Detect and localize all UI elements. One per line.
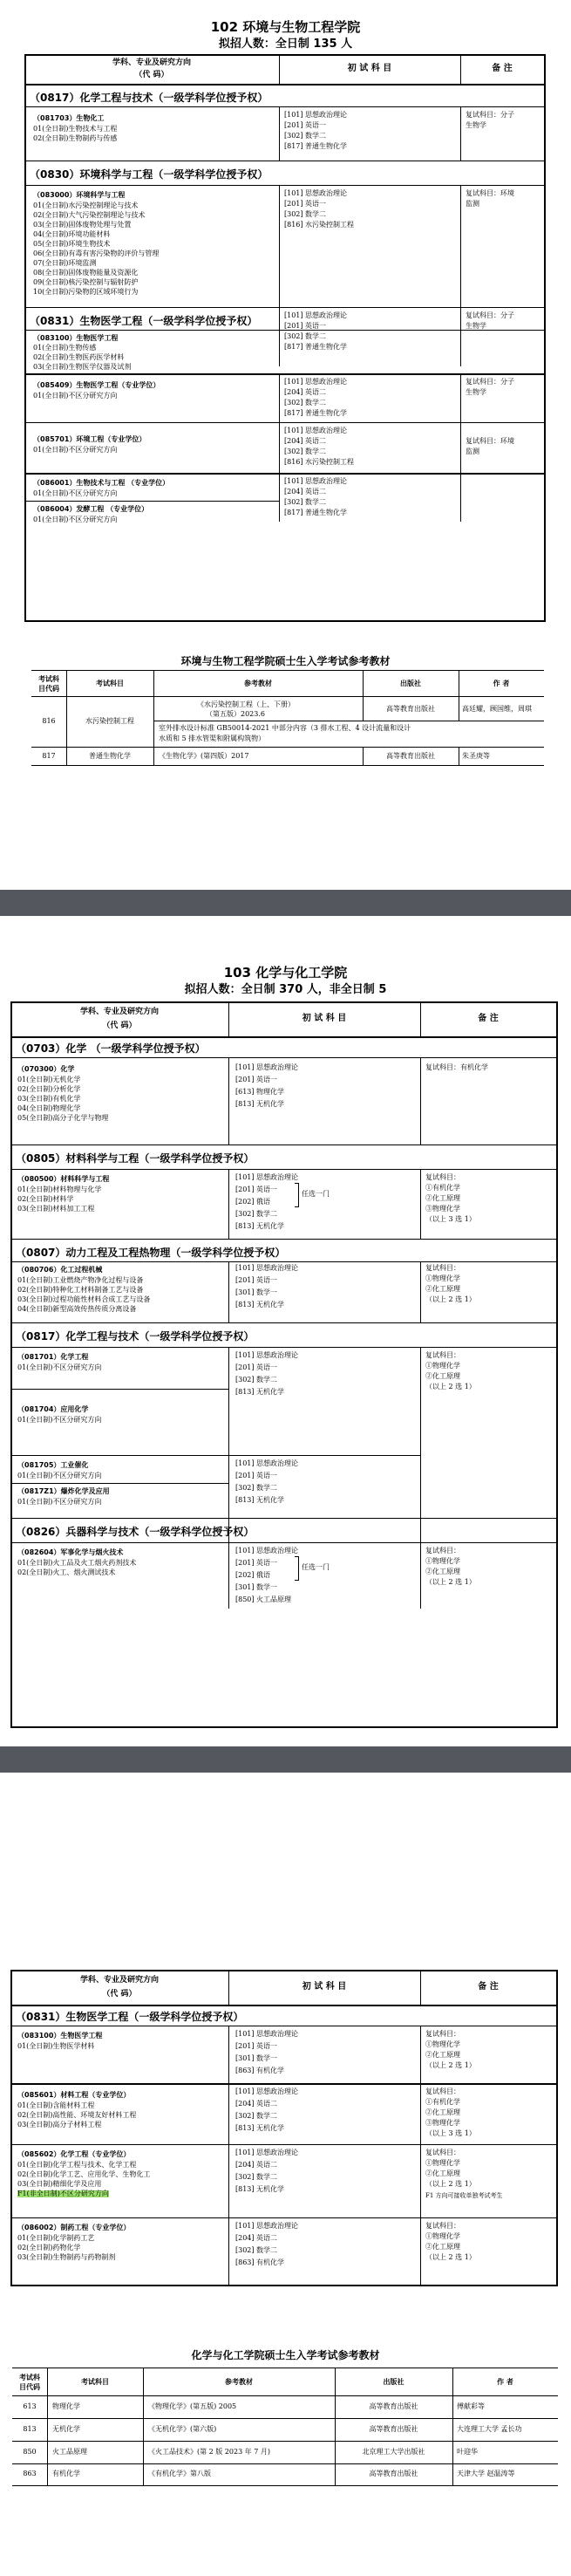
direction: 01(全日制)化学工程与技术、化学工程 xyxy=(17,2161,137,2169)
ref-code: 813 xyxy=(23,2425,37,2433)
remark: 复试科目： xyxy=(425,1351,460,1359)
remark: （以上 3 选 1） xyxy=(425,2129,476,2137)
exam-subject: [302] 数学二 xyxy=(284,210,327,218)
major-name: （085409）生物医学工程（专业学位） xyxy=(33,381,160,389)
exam-subject: [101] 思想政治理论 xyxy=(235,2149,299,2156)
ref-subject: 普通生物化学 xyxy=(89,752,131,760)
direction: 01(全日制)材料物理与化学 xyxy=(17,1186,102,1193)
remark: ②化工原理 xyxy=(425,1285,460,1293)
ref-book: 《水污染控制工程（上、下册） xyxy=(197,700,295,708)
major-name: （085701）环境工程（专业学位） xyxy=(33,435,146,443)
section-title: （0831）生物医学工程（一级学科学位授予权） xyxy=(30,315,258,327)
major-name: （086001）生物技术与工程 （专业学位） xyxy=(33,479,170,487)
ref-author: 大连理工大学 孟长功 xyxy=(457,2425,522,2433)
remark: 复试科目： xyxy=(425,1547,460,1554)
direction: 01(全日制)不区分研究方向 xyxy=(17,1363,102,1371)
remark: 生物学 xyxy=(466,121,486,129)
exam-subject: [101] 思想政治理论 xyxy=(235,1173,299,1181)
either-bracket xyxy=(295,1183,299,1207)
exam-subject: [813] 无机化学 xyxy=(235,1388,285,1396)
remark: 复试科目：分子 xyxy=(466,111,514,119)
header-col2: 初 试 科 目 xyxy=(302,1014,347,1023)
exam-subject: [850] 火工品原理 xyxy=(235,1595,292,1603)
exam-subject: [302] 数学二 xyxy=(284,448,327,455)
remark: ③物理化学 xyxy=(425,1205,460,1213)
direction: 01(全日制)不区分研究方向 xyxy=(33,489,118,497)
exam-subject: [101] 思想政治理论 xyxy=(235,2222,299,2230)
direction: 01(全日制)生物技术与工程 xyxy=(33,125,118,133)
exam-subject: [302] 数学二 xyxy=(235,2112,278,2120)
exam-subject: [101] 思想政治理论 xyxy=(284,427,348,434)
enrollment-count: 拟招人数：全日制 370 人，非全日制 5 xyxy=(184,983,387,996)
direction: 09(全日制)核污染控制与辐射防护 xyxy=(33,278,139,286)
ref-subject: 物理化学 xyxy=(52,2402,80,2410)
direction: 02(全日制)药物化学 xyxy=(17,2244,81,2251)
exam-subject: [201] 英语一 xyxy=(235,1276,278,1284)
direction: 03(全日制)有机化学 xyxy=(17,1095,81,1103)
direction: 03(全日制)材料加工工程 xyxy=(17,1205,95,1213)
either-note: 任选一门 xyxy=(302,1190,330,1198)
exam-subject: [204] 英语二 xyxy=(284,488,327,495)
direction: 04(全日制)新型高效传热传质分离设备 xyxy=(17,1305,137,1313)
direction: 01(全日制)不区分研究方向 xyxy=(33,516,118,523)
remark: 复试科目：环境 xyxy=(466,189,514,197)
ref-head-book: 参考教材 xyxy=(244,680,272,687)
exam-subject: [201] 英语一 xyxy=(284,322,327,330)
exam-subject: [101] 思想政治理论 xyxy=(284,477,348,485)
direction: 01(全日制)工业燃烧产物净化过程与设备 xyxy=(17,1276,144,1284)
direction: 02(全日制)生物制药与传感 xyxy=(33,134,118,142)
major-name: （082604）军事化学与烟火技术 xyxy=(17,1548,124,1556)
major-name: （083100）生物医学工程 xyxy=(33,334,119,342)
direction: 01(全日制)含能材料工程 xyxy=(17,2101,95,2109)
exam-subject: [813] 无机化学 xyxy=(235,1222,285,1230)
exam-subject: [817] 普通生物化学 xyxy=(284,343,348,351)
major-name: （086004）发酵工程 （专业学位） xyxy=(33,505,149,513)
ref-head-subject: 考试科目 xyxy=(96,680,124,687)
remark: 复试科目： xyxy=(425,2222,460,2230)
exam-subject: [813] 无机化学 xyxy=(235,1496,285,1504)
exam-subject: [101] 思想政治理论 xyxy=(235,1063,299,1071)
page-gap xyxy=(0,1746,571,1773)
remark: ①物理化学 xyxy=(425,1557,460,1565)
remark: （以上 2 选 1） xyxy=(425,1578,476,1586)
major-name: （0817Z1）爆炸化学及应用 xyxy=(17,1487,110,1495)
ref-head-code2: 目代码 xyxy=(38,685,59,693)
reference-table xyxy=(12,2368,558,2486)
header-col1: 学科、专业及研究方向 xyxy=(79,1008,159,1016)
remark: ②化工原理 xyxy=(425,1372,460,1380)
program-table xyxy=(10,1970,558,2286)
exam-subject: [204] 英语二 xyxy=(284,437,327,445)
direction: 03(全日制)固体废物处理与处置 xyxy=(33,221,132,229)
direction: 01(全日制)水污染控制理论与技术 xyxy=(33,202,139,209)
ref-author: 叶迎华 xyxy=(457,2448,478,2456)
ref-head-book: 参考教材 xyxy=(225,2378,253,2386)
direction: 03(全日制)过程功能性材料合成工艺与设备 xyxy=(17,1295,151,1303)
direction: 01(全日制)不区分研究方向 xyxy=(17,1472,102,1479)
ref-publisher: 高等教育出版社 xyxy=(369,2470,418,2477)
exam-subject: [817] 普通生物化学 xyxy=(284,509,348,516)
exam-subject: [101] 思想政治理论 xyxy=(284,111,348,119)
ref-head-code: 考试科 xyxy=(38,675,59,683)
remark: （以上 2 选 1） xyxy=(425,2180,476,2188)
exam-subject: [613] 物理化学 xyxy=(235,1088,285,1096)
major-name: （086002）制药工程（专业学位） xyxy=(17,2224,131,2231)
remark: 复试科目： xyxy=(425,1173,460,1181)
ref-head-code: 考试科 xyxy=(19,2374,40,2381)
ref-head-author: 作 者 xyxy=(493,680,510,687)
remark: 监测 xyxy=(466,200,479,208)
section-title: （0817）化学工程与技术（一级学科学位授予权） xyxy=(30,92,269,104)
remark: ②化工原理 xyxy=(425,2243,460,2251)
exam-subject: [302] 数学二 xyxy=(235,2246,278,2254)
direction: 02(全日制)化学工艺、应用化学、生物化工 xyxy=(17,2170,151,2178)
exam-subject: [302] 数学二 xyxy=(284,498,327,506)
page-title: 103 化学与化工学院 xyxy=(223,965,348,981)
exam-subject: [202] 俄语 xyxy=(235,1198,271,1206)
exam-subject: [813] 无机化学 xyxy=(235,2185,285,2193)
exam-subject: [301] 数学一 xyxy=(235,2054,278,2062)
exam-subject: [817] 普通生物化学 xyxy=(284,409,348,417)
exam-subject: [201] 英语一 xyxy=(235,2042,278,2050)
exam-subject: [101] 思想政治理论 xyxy=(284,311,348,319)
direction-highlighted: F1(非全日制)不区分研究方向 xyxy=(17,2190,109,2197)
either-note: 任选一门 xyxy=(302,1563,330,1571)
ref-book: 《有机化学》第八版 xyxy=(148,2470,211,2477)
exam-subject: [863] 有机化学 xyxy=(235,2067,285,2074)
direction: 01(全日制)生物传感 xyxy=(33,344,97,352)
exam-subject: [201] 英语一 xyxy=(284,121,327,129)
remark: ②化工原理 xyxy=(425,1568,460,1575)
program-table xyxy=(24,54,546,621)
reference-title: 环境与生物工程学院硕士生入学考试参考教材 xyxy=(180,655,391,667)
major-name: （081703）生物化工 xyxy=(33,114,105,122)
remark: ①物理化学 xyxy=(425,2159,460,2167)
major-name: （081705）工业催化 xyxy=(17,1461,89,1469)
remark: 生物学 xyxy=(466,388,486,396)
direction: 01(全日制)化学制药工艺 xyxy=(17,2234,95,2242)
enrollment-count: 拟招人数：全日制 135 人 xyxy=(218,38,353,51)
exam-subject: [813] 无机化学 xyxy=(235,1301,285,1308)
direction: 03(全日制)生物制药与药物制剂 xyxy=(17,2253,116,2261)
direction: 02(全日制)材料学 xyxy=(17,1195,74,1203)
ref-subject: 有机化学 xyxy=(52,2470,80,2477)
section-title: （0817）化学工程与技术（一级学科学位授予权） xyxy=(16,1330,255,1343)
exam-subject: [204] 英语二 xyxy=(235,2100,278,2108)
ref-subject: 水污染控制工程 xyxy=(85,717,134,725)
header-col3: 备 注 xyxy=(478,1014,499,1023)
exam-subject: [813] 无机化学 xyxy=(235,1100,285,1108)
exam-subject: [201] 英语一 xyxy=(235,1559,278,1567)
ref-book: 水质和 5 排水管渠和附属构筑物） xyxy=(159,735,266,742)
header-col1: 学科、专业及研究方向 xyxy=(79,1976,159,1985)
major-name: （080706）化工过程机械 xyxy=(17,1266,103,1274)
section-title: （0831）生物医学工程（一级学科学位授予权） xyxy=(16,2011,244,2023)
ref-code: 816 xyxy=(42,717,56,725)
direction: 02(全日制)高性能、环境友好材料工程 xyxy=(17,2111,137,2119)
direction: 10(全日制)污染物的区域环境行为 xyxy=(33,288,139,296)
exam-subject: [302] 数学二 xyxy=(235,1484,278,1492)
page-2 xyxy=(0,916,571,1746)
exam-subject: [302] 数学二 xyxy=(235,1210,278,1218)
remark: ②化工原理 xyxy=(425,2108,460,2116)
ref-publisher: 高等教育出版社 xyxy=(386,705,435,713)
exam-subject: [816] 水污染控制工程 xyxy=(284,221,355,229)
ref-book: 《物理化学》(第五版) 2005 xyxy=(148,2402,237,2410)
remark: ①物理化学 xyxy=(425,1362,460,1370)
direction: 08(全日制)固体废物能量及资源化 xyxy=(33,269,139,277)
remark: ①物理化学 xyxy=(425,1274,460,1282)
major-name: （085601）材料工程（专业学位） xyxy=(17,2091,131,2099)
exam-subject: [201] 英语一 xyxy=(235,1076,278,1083)
remark: 复试科目：环境 xyxy=(466,437,514,445)
exam-subject: [301] 数学一 xyxy=(235,1288,278,1296)
exam-subject: [101] 思想政治理论 xyxy=(235,1459,299,1467)
remark: ①物理化学 xyxy=(425,2040,460,2048)
ref-code: 850 xyxy=(23,2448,37,2456)
direction: 02(全日制)分析化学 xyxy=(17,1085,81,1093)
direction: 02(全日制)大气污染控制理论与技术 xyxy=(33,211,146,219)
ref-head-code2: 目代码 xyxy=(19,2383,40,2391)
section-title: （0826）兵器科学与技术（一级学科学位授予权） xyxy=(16,1526,255,1538)
remark: ②化工原理 xyxy=(425,1194,460,1202)
ref-book: 《无机化学》(第六版) xyxy=(148,2425,217,2433)
header-col3: 备 注 xyxy=(478,1982,499,1992)
remark: 生物学 xyxy=(466,322,486,330)
header-col1: 学科、专业及研究方向 xyxy=(112,58,191,67)
header-col2: 初 试 科 目 xyxy=(302,1982,347,1992)
direction: 03(全日制)生物医学仪器及试剂 xyxy=(33,363,132,371)
ref-head-publisher: 出版社 xyxy=(400,680,421,687)
either-bracket xyxy=(295,1556,299,1581)
exam-subject: [204] 英语二 xyxy=(284,388,327,396)
header-col1-code: （代 码） xyxy=(102,1990,137,1999)
direction: 03(全日制)精细化学及应用 xyxy=(17,2180,102,2188)
reference-table xyxy=(31,670,544,766)
exam-subject: [302] 数学二 xyxy=(284,132,327,140)
section-title: （0703）化学 （一级学科学位授予权） xyxy=(16,1042,206,1055)
exam-subject: [204] 英语二 xyxy=(235,2161,278,2169)
exam-subject: [202] 俄语 xyxy=(235,1571,271,1579)
header-col1-code: （代 码） xyxy=(134,71,169,79)
header-col3: 备 注 xyxy=(492,64,513,73)
direction: 01(全日制)不区分研究方向 xyxy=(17,1416,102,1424)
direction: 06(全日制)有毒有害污染物的评价与管理 xyxy=(33,249,160,257)
exam-subject: [101] 思想政治理论 xyxy=(235,2087,299,2095)
direction: 04(全日制)物理化学 xyxy=(17,1104,81,1112)
remark: F1 方向可接收单独考试考生 xyxy=(425,2192,503,2199)
remark: 复试科目： xyxy=(425,2030,460,2038)
remark: ③物理化学 xyxy=(425,2119,460,2127)
remark: 复试科目：分子 xyxy=(466,311,514,319)
direction: 01(全日制)火工品及火工烟火药剂技术 xyxy=(17,1559,137,1567)
section-title: （0830）环境科学与工程（一级学科学位授予权） xyxy=(30,168,269,181)
page-title: 102 环境与生物工程学院 xyxy=(210,19,361,35)
exam-subject: [101] 思想政治理论 xyxy=(284,189,348,197)
remark: 监测 xyxy=(466,448,479,455)
direction: 01(全日制)生物医学材料 xyxy=(17,2042,95,2050)
ref-code: 863 xyxy=(23,2470,37,2477)
exam-subject: [302] 数学二 xyxy=(284,332,327,340)
exam-subject: [101] 思想政治理论 xyxy=(235,2030,299,2038)
remark: （以上 2 选 1） xyxy=(425,2061,476,2069)
exam-subject: [813] 无机化学 xyxy=(235,2124,285,2132)
section-title: （0807）动力工程及工程热物理（一级学科学位授予权） xyxy=(16,1247,286,1259)
ref-author: 朱圣庚等 xyxy=(462,752,490,760)
page-3 xyxy=(0,1773,571,2576)
major-name: （081701）化学工程 xyxy=(17,1353,89,1361)
direction: 02(全日制)火工、烟火测试技术 xyxy=(17,1568,116,1576)
remark: ①有机化学 xyxy=(425,1184,460,1192)
reference-title: 化学与化工学院硕士生入学考试参考教材 xyxy=(191,2349,380,2361)
ref-code: 817 xyxy=(42,752,56,760)
direction: 03(全日制)高分子材料工程 xyxy=(17,2121,102,2128)
direction: 05(全日制)高分子化学与物理 xyxy=(17,1114,109,1122)
ref-book: （第五版）2023.6 xyxy=(206,710,265,718)
ref-code: 613 xyxy=(23,2402,37,2410)
direction: 07(全日制)环境监测 xyxy=(33,259,97,267)
remark: ①物理化学 xyxy=(425,2232,460,2240)
exam-subject: [101] 思想政治理论 xyxy=(235,1547,299,1554)
direction: 01(全日制)无机化学 xyxy=(17,1076,81,1083)
exam-subject: [101] 思想政治理论 xyxy=(235,1264,299,1272)
remark: （以上 3 选 1） xyxy=(425,1215,476,1223)
ref-author: 高廷耀，顾国维，周琪 xyxy=(462,705,532,713)
ref-book: 《生物化学》(第四版）2017 xyxy=(159,752,249,760)
remark: ②化工原理 xyxy=(425,2169,460,2177)
remark: 复试科目： xyxy=(425,2087,460,2095)
ref-book: 《火工品技术》(第 2 版 2023 年 7 月) xyxy=(148,2448,271,2456)
ref-subject: 火工品原理 xyxy=(52,2448,87,2456)
exam-subject: [101] 思想政治理论 xyxy=(235,1351,299,1359)
ref-publisher: 高等教育出版社 xyxy=(369,2425,418,2433)
ref-publisher: 高等教育出版社 xyxy=(386,752,435,760)
header-col1-code: （代 码） xyxy=(102,1022,137,1030)
exam-subject: [201] 英语一 xyxy=(284,200,327,208)
exam-subject: [204] 英语二 xyxy=(235,2234,278,2242)
program-table xyxy=(10,1001,558,1727)
ref-head-publisher: 出版社 xyxy=(383,2378,404,2386)
major-name: （085602）化学工程（专业学位） xyxy=(17,2150,131,2158)
page-1 xyxy=(0,0,571,890)
exam-subject: [816] 水污染控制工程 xyxy=(284,458,355,466)
exam-subject: [302] 数学二 xyxy=(235,2173,278,2181)
ref-head-author: 作 者 xyxy=(497,2378,513,2386)
remark: ②化工原理 xyxy=(425,2051,460,2059)
ref-subject: 无机化学 xyxy=(52,2425,80,2433)
exam-subject: [863] 有机化学 xyxy=(235,2258,285,2266)
ref-head-subject: 考试科目 xyxy=(81,2378,109,2386)
major-name: （083000）环境科学与工程 xyxy=(33,191,126,199)
direction: 01(全日制)不区分研究方向 xyxy=(33,392,118,400)
remark: 复试科目：有机化学 xyxy=(425,1063,488,1071)
direction: 04(全日制)环境功能材料 xyxy=(33,230,111,238)
section-title: （0805）材料科学与工程（一级学科学位授予权） xyxy=(16,1152,255,1165)
exam-subject: [201] 英语一 xyxy=(235,1472,278,1479)
major-name: （080500）材料科学与工程 xyxy=(17,1175,110,1183)
header-col2: 初 试 科 目 xyxy=(347,64,392,73)
remark: 复试科目：分子 xyxy=(466,378,514,386)
major-name: （070300）化学 xyxy=(17,1065,75,1073)
exam-subject: [302] 数学二 xyxy=(235,1376,278,1384)
ref-book: 室外排水设计标准 GB50014-2021 中部分内容（3 排水工程、4 设计流量和设计 xyxy=(159,724,411,732)
ref-publisher: 北京理工大学出版社 xyxy=(362,2448,425,2456)
major-name: （081704）应用化学 xyxy=(17,1405,89,1413)
exam-subject: [817] 普通生物化学 xyxy=(284,142,348,150)
ref-author: 天津大学 赵温涛等 xyxy=(457,2470,515,2477)
remark: （以上 2 选 1） xyxy=(425,1383,476,1390)
major-name: （083100）生物医学工程 xyxy=(17,2032,103,2040)
ref-publisher: 高等教育出版社 xyxy=(369,2402,418,2410)
exam-subject: [302] 数学二 xyxy=(284,399,327,407)
page-gap xyxy=(0,890,571,916)
remark: （以上 2 选 1） xyxy=(425,2253,476,2261)
direction: 02(全日制)特种化工材料制备工艺与设备 xyxy=(17,1286,144,1294)
remark: 复试科目： xyxy=(425,2149,460,2156)
remark: （以上 2 选 1） xyxy=(425,1295,476,1303)
ref-author: 傅献彩等 xyxy=(457,2402,485,2410)
remark: 复试科目： xyxy=(425,1264,460,1272)
exam-subject: [201] 英语一 xyxy=(235,1186,278,1193)
remark: ①有机化学 xyxy=(425,2098,460,2106)
direction: 05(全日制)环境生物技术 xyxy=(33,240,111,248)
direction: 02(全日制)生物医药医学材料 xyxy=(33,353,125,361)
exam-subject: [101] 思想政治理论 xyxy=(284,378,348,386)
exam-subject: [201] 英语一 xyxy=(235,1363,278,1371)
direction: 01(全日制)不区分研究方向 xyxy=(17,1498,102,1506)
exam-subject: [301] 数学一 xyxy=(235,1583,278,1591)
direction: 01(全日制)不区分研究方向 xyxy=(33,446,118,454)
